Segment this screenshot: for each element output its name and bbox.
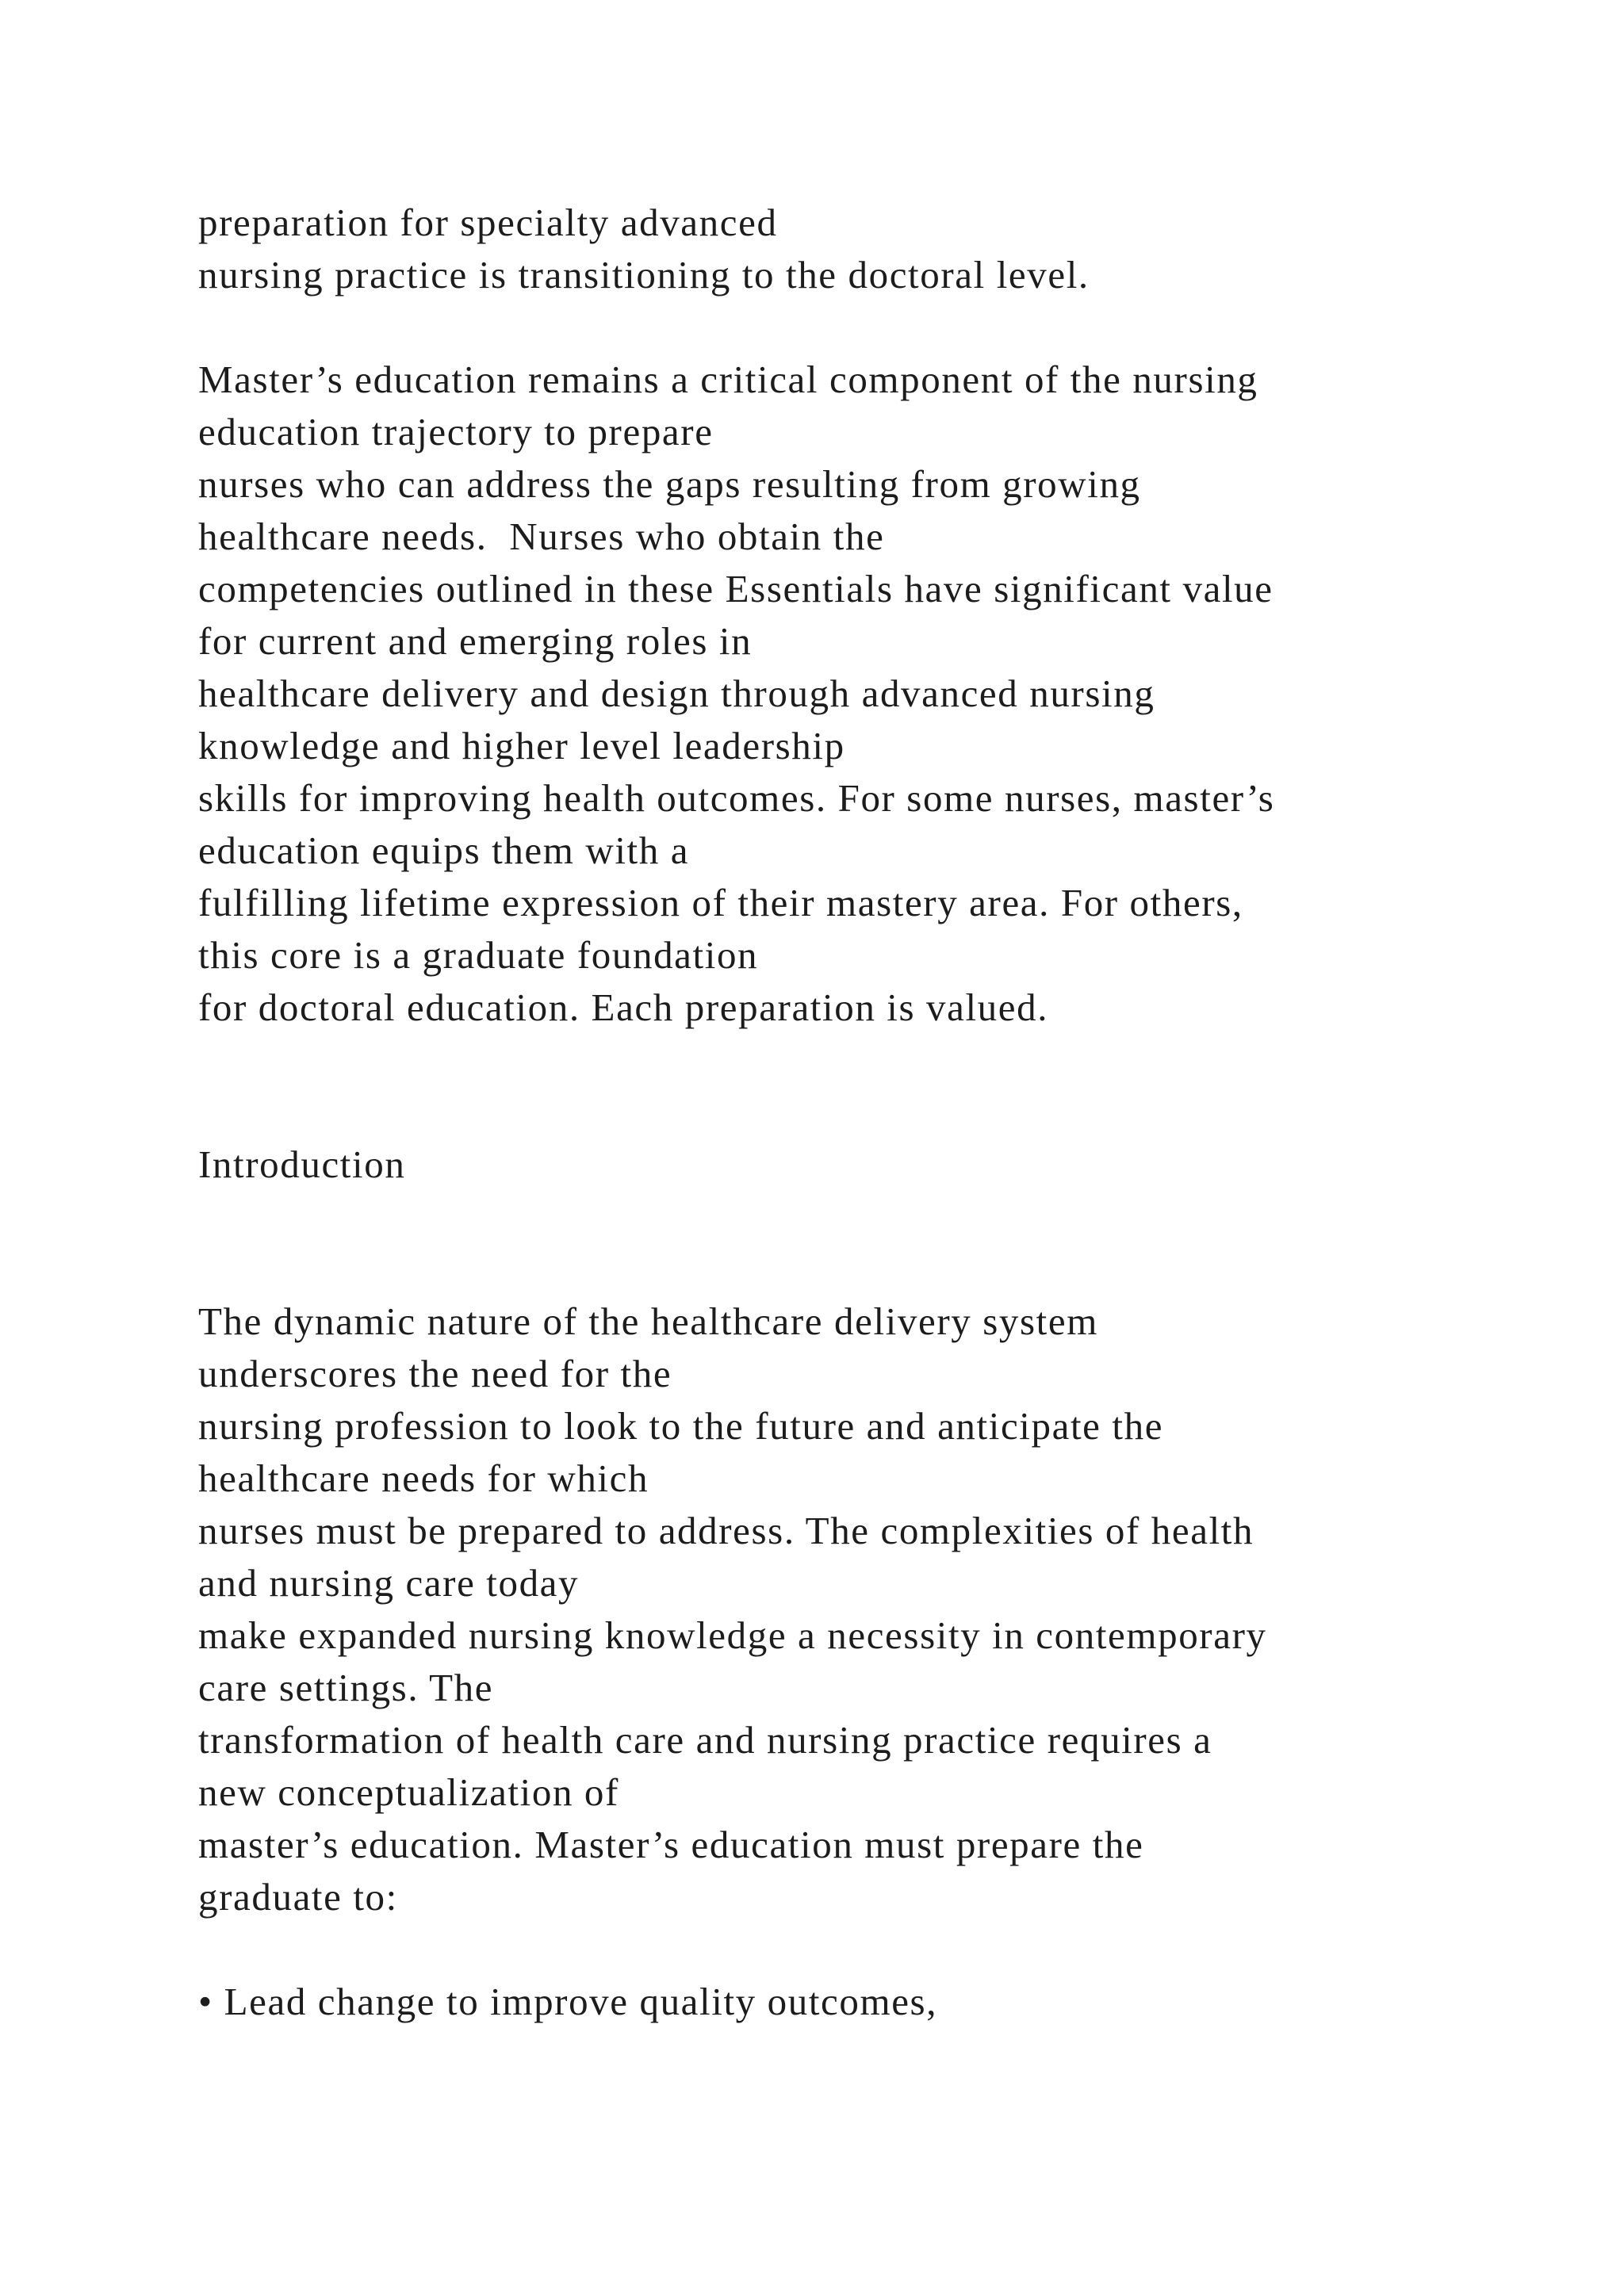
- text-line: preparation for specialty advanced: [198, 201, 778, 244]
- text-line: healthcare needs. Nurses who obtain the: [198, 515, 885, 558]
- text-line: nurses must be prepared to address. The complexities of health: [198, 1509, 1254, 1552]
- text-line: new conceptualization of: [198, 1770, 619, 1814]
- text-line: knowledge and higher level leadership: [198, 724, 845, 767]
- text-line: nurses who can address the gaps resulting from growing: [198, 462, 1141, 506]
- text-line: competencies outlined in these Essentials have significant value: [198, 567, 1274, 610]
- text-line: and nursing care today: [198, 1561, 580, 1605]
- text-line: underscores the need for the: [198, 1352, 672, 1395]
- text-line: master’s education. Master’s education must prepare the: [198, 1823, 1144, 1866]
- paragraph-spacer: [198, 301, 1507, 354]
- text-line: education equips them with a: [198, 828, 690, 872]
- text-line: for current and emerging roles in: [198, 619, 753, 663]
- text-line: transformation of health care and nursing practice requires a: [198, 1718, 1212, 1762]
- text-line: care settings. The: [198, 1666, 494, 1709]
- text-line: education trajectory to prepare: [198, 410, 714, 453]
- paragraph-3: [198, 1295, 1507, 1923]
- paragraph-spacer: [198, 1034, 1507, 1086]
- text-line: fulfilling lifetime expression of their mastery area. For others,: [198, 881, 1243, 924]
- text-line: this core is a graduate foundation: [198, 933, 759, 977]
- section-heading: Introduction: [198, 1142, 406, 1186]
- document-body: [198, 197, 1507, 2028]
- text-line: healthcare needs for which: [198, 1456, 649, 1500]
- text-line: graduate to:: [198, 1875, 398, 1919]
- text-line: The dynamic nature of the healthcare delivery system: [198, 1299, 1098, 1343]
- paragraph-spacer: [198, 1923, 1507, 1976]
- text-line: skills for improving health outcomes. For some nurses, master’s: [198, 776, 1275, 820]
- paragraph-spacer: [198, 1243, 1507, 1295]
- paragraph-1: [198, 197, 1507, 301]
- text-line: Master’s education remains a critical component of the nursing: [198, 358, 1258, 401]
- bullet-item: • Lead change to improve quality outcomes,: [198, 1980, 938, 2023]
- text-line: nursing profession to look to the future and anticipate the: [198, 1404, 1164, 1448]
- paragraph-2: [198, 354, 1507, 1034]
- paragraph-spacer: [198, 1191, 1507, 1243]
- paragraph-spacer: [198, 1086, 1507, 1138]
- text-line: healthcare delivery and design through advanced nursing: [198, 672, 1155, 715]
- text-line: make expanded nursing knowledge a necessity in contemporary: [198, 1613, 1267, 1657]
- text-line: nursing practice is transitioning to the doctoral level.: [198, 253, 1090, 297]
- text-line: for doctoral education. Each preparation is valued.: [198, 985, 1049, 1029]
